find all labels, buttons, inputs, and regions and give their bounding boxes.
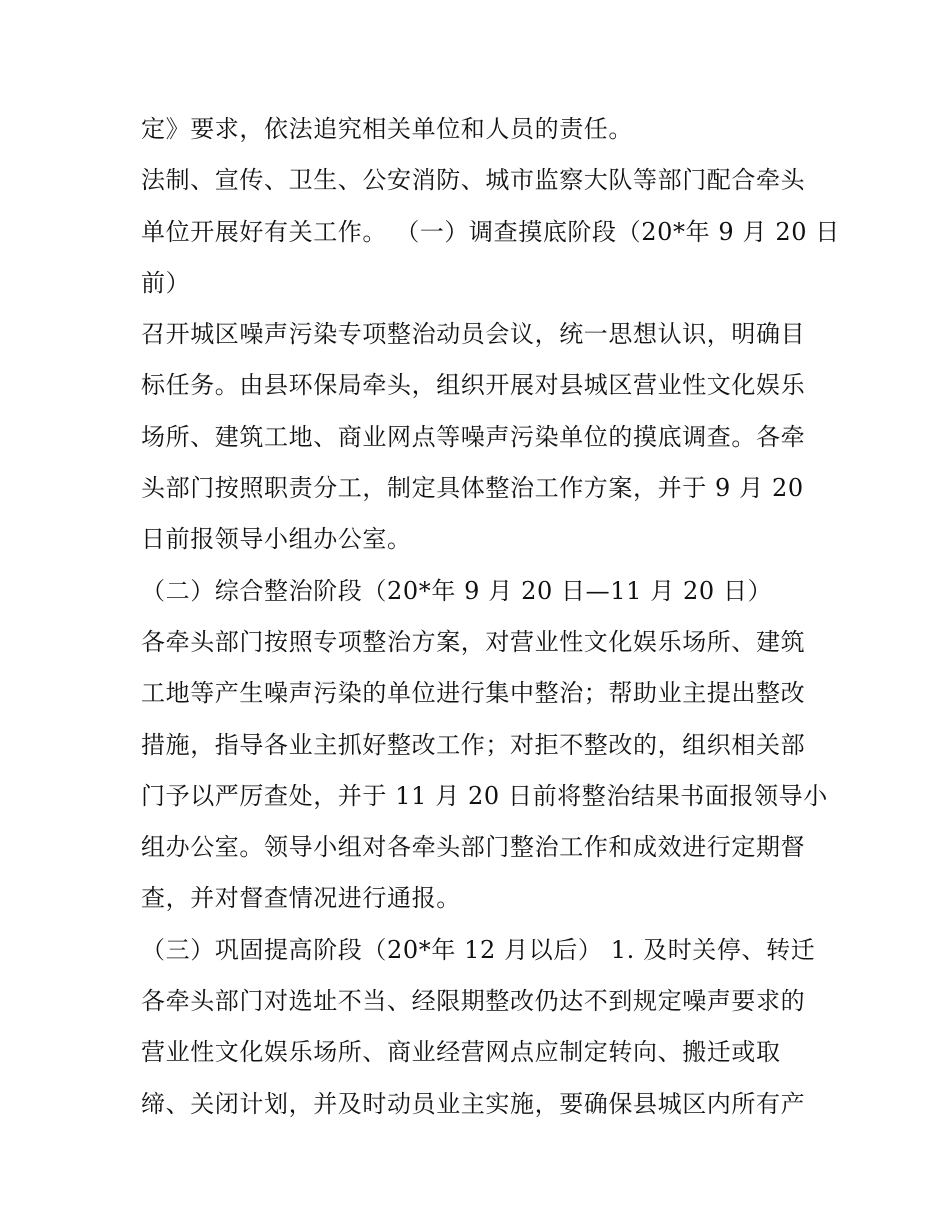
text-line: 营业性文化娱乐场所、商业经营网点应制定转向、搬迁或取 xyxy=(141,1038,781,1067)
text-line: 缔、关闭计划，并及时动员业主实施，要确保县城区内所有产 xyxy=(141,1089,806,1118)
section-heading-line: （二）综合整治阶段（20*年 9 月 20 日—11 月 20 日） xyxy=(141,576,773,605)
text-line: 措施，指导各业主抓好整改工作；对拒不整改的，组织相关部 xyxy=(141,730,806,759)
text-line: 召开城区噪声污染专项整治动员会议，统一思想认识，明确目 xyxy=(141,320,806,349)
text-line: 门予以严厉查处，并于 11 月 20 日前将整治结果书面报领导小 xyxy=(141,781,828,810)
text-line: 工地等产生噪声污染的单位进行集中整治；帮助业主提出整改 xyxy=(141,679,806,708)
text-line: 场所、建筑工地、商业网点等噪声污染单位的摸底调查。各牵 xyxy=(141,422,806,451)
text-line: 各牵头部门对选址不当、经限期整改仍达不到规定噪声要求的 xyxy=(141,987,806,1016)
document-body xyxy=(141,108,840,1134)
section-heading-line: （三）巩固提高阶段（20*年 12 月以后） 1. 及时关停、转迁 xyxy=(141,935,816,964)
text-line: 法制、宣传、卫生、公安消防、城市监察大队等部门配合牵头 xyxy=(141,166,806,195)
text-line: 各牵头部门按照专项整治方案，对营业性文化娱乐场所、建筑 xyxy=(141,627,806,656)
text-line: 标任务。由县环保局牵头，组织开展对县城区营业性文化娱乐 xyxy=(141,371,806,400)
text-line: 前） xyxy=(141,268,191,297)
text-line: 单位开展好有关工作。 （一）调查摸底阶段（20*年 9 月 20 日 xyxy=(141,217,840,246)
text-line: 日前报领导小组办公室。 xyxy=(141,525,412,554)
text-line: 组办公室。领导小组对各牵头部门整治工作和成效进行定期督 xyxy=(141,833,806,862)
text-line: 定》要求，依法追究相关单位和人员的责任。 xyxy=(141,115,633,143)
text-line: 头部门按照职责分工，制定具体整治工作方案，并于 9 月 20 xyxy=(141,474,804,503)
text-line: 查，并对督查情况进行通报。 xyxy=(141,884,461,913)
